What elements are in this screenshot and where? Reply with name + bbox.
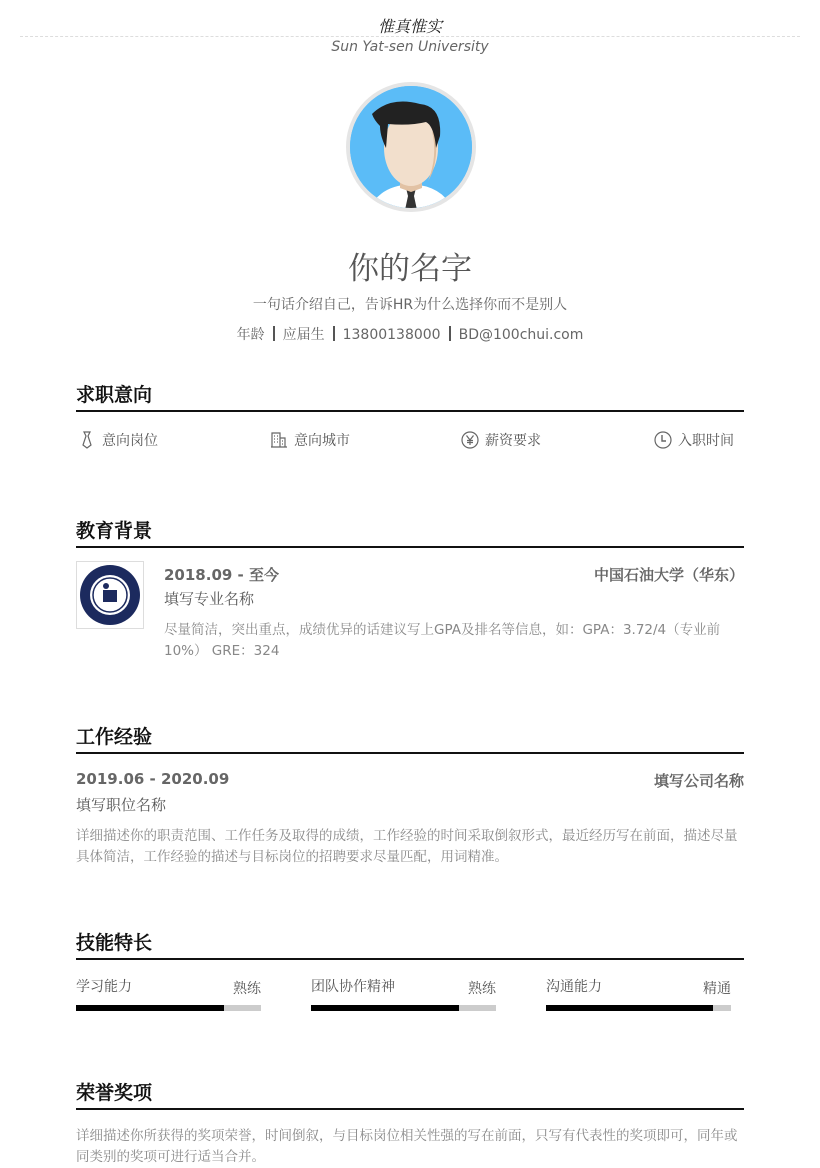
intent-salary: [461, 430, 541, 450]
tie-icon: [78, 431, 96, 449]
skill-level: 熟练: [468, 981, 496, 997]
intent-label: 意向城市: [294, 433, 350, 449]
avatar: [346, 82, 476, 212]
skill-label: 沟通能力: [546, 979, 602, 995]
skill-label: 团队协作精神: [311, 979, 395, 995]
skill-bar-fill: [76, 1005, 224, 1011]
skill-label: 学习能力: [76, 979, 132, 995]
skill-item: [546, 976, 731, 996]
divider: [20, 36, 800, 37]
work-date: 2019.06 - 2020.09: [76, 770, 230, 788]
skill-item: [76, 976, 261, 996]
skill-bar: [311, 1005, 496, 1011]
awards-desc: 详细描述你所获得的奖项荣誉，时间倒叙，与目标岗位相关性强的写在前面，只写有代表性的奖项即可，同年或同类别的奖项可进行适当合并。: [76, 1128, 738, 1165]
candidate-name: 你的名字: [348, 251, 472, 287]
position-name: 填写职位名称: [76, 796, 167, 814]
age: 年龄: [236, 327, 265, 343]
university-name: Sun Yat-sen University: [331, 39, 489, 55]
skill-bar: [76, 1005, 261, 1011]
email: BD@100chui.com: [458, 327, 584, 343]
yen-icon: [461, 431, 479, 449]
contact-info: [0, 324, 820, 344]
company-name: 填写公司名称: [653, 772, 744, 790]
skill-bar-fill: [311, 1005, 459, 1011]
skill-level: 精通: [703, 981, 731, 997]
intent-label: 意向岗位: [102, 433, 158, 449]
building-icon: [270, 431, 288, 449]
intent-label: 入职时间: [678, 433, 734, 449]
section-title-awards: 荣誉奖项: [76, 1078, 744, 1110]
section-title-skills: 技能特长: [76, 928, 744, 960]
intent-label: 薪资要求: [485, 433, 541, 449]
phone: 13800138000: [342, 327, 441, 343]
section-title-intent: 求职意向: [76, 380, 744, 412]
skill-bar-fill: [546, 1005, 713, 1011]
intent-position: [78, 430, 158, 450]
self-intro: 一句话介绍自己，告诉HR为什么选择你而不是别人: [252, 297, 568, 313]
work-desc: 详细描述你的职责范围、工作任务及取得的成绩，工作经验的时间采取倒叙形式，最近经历写在前面，描述尽量具体简洁，工作经验的描述与目标岗位的招聘要求尽量匹配，用词精准。: [76, 828, 738, 865]
motto: 惟真惟实: [377, 17, 442, 36]
school-name: 中国石油大学（华东）: [593, 566, 744, 584]
skill-bar: [546, 1005, 731, 1011]
education-desc: 尽量简洁，突出重点，成绩优异的话建议写上GPA及排名等信息，如：GPA：3.72/4（专业前10%） GRE：324: [164, 622, 721, 659]
major: 填写专业名称: [164, 590, 255, 608]
education-date: 2018.09 - 至今: [164, 566, 279, 584]
skill-level: 熟练: [233, 981, 261, 997]
section-title-work: 工作经验: [76, 722, 744, 754]
section-title-education: 教育背景: [76, 516, 744, 548]
clock-icon: [654, 431, 672, 449]
status: 应届生: [282, 327, 325, 343]
intent-start-time: [654, 430, 734, 450]
intent-city: [270, 430, 350, 450]
school-logo: [76, 561, 144, 629]
skill-item: [311, 976, 496, 996]
